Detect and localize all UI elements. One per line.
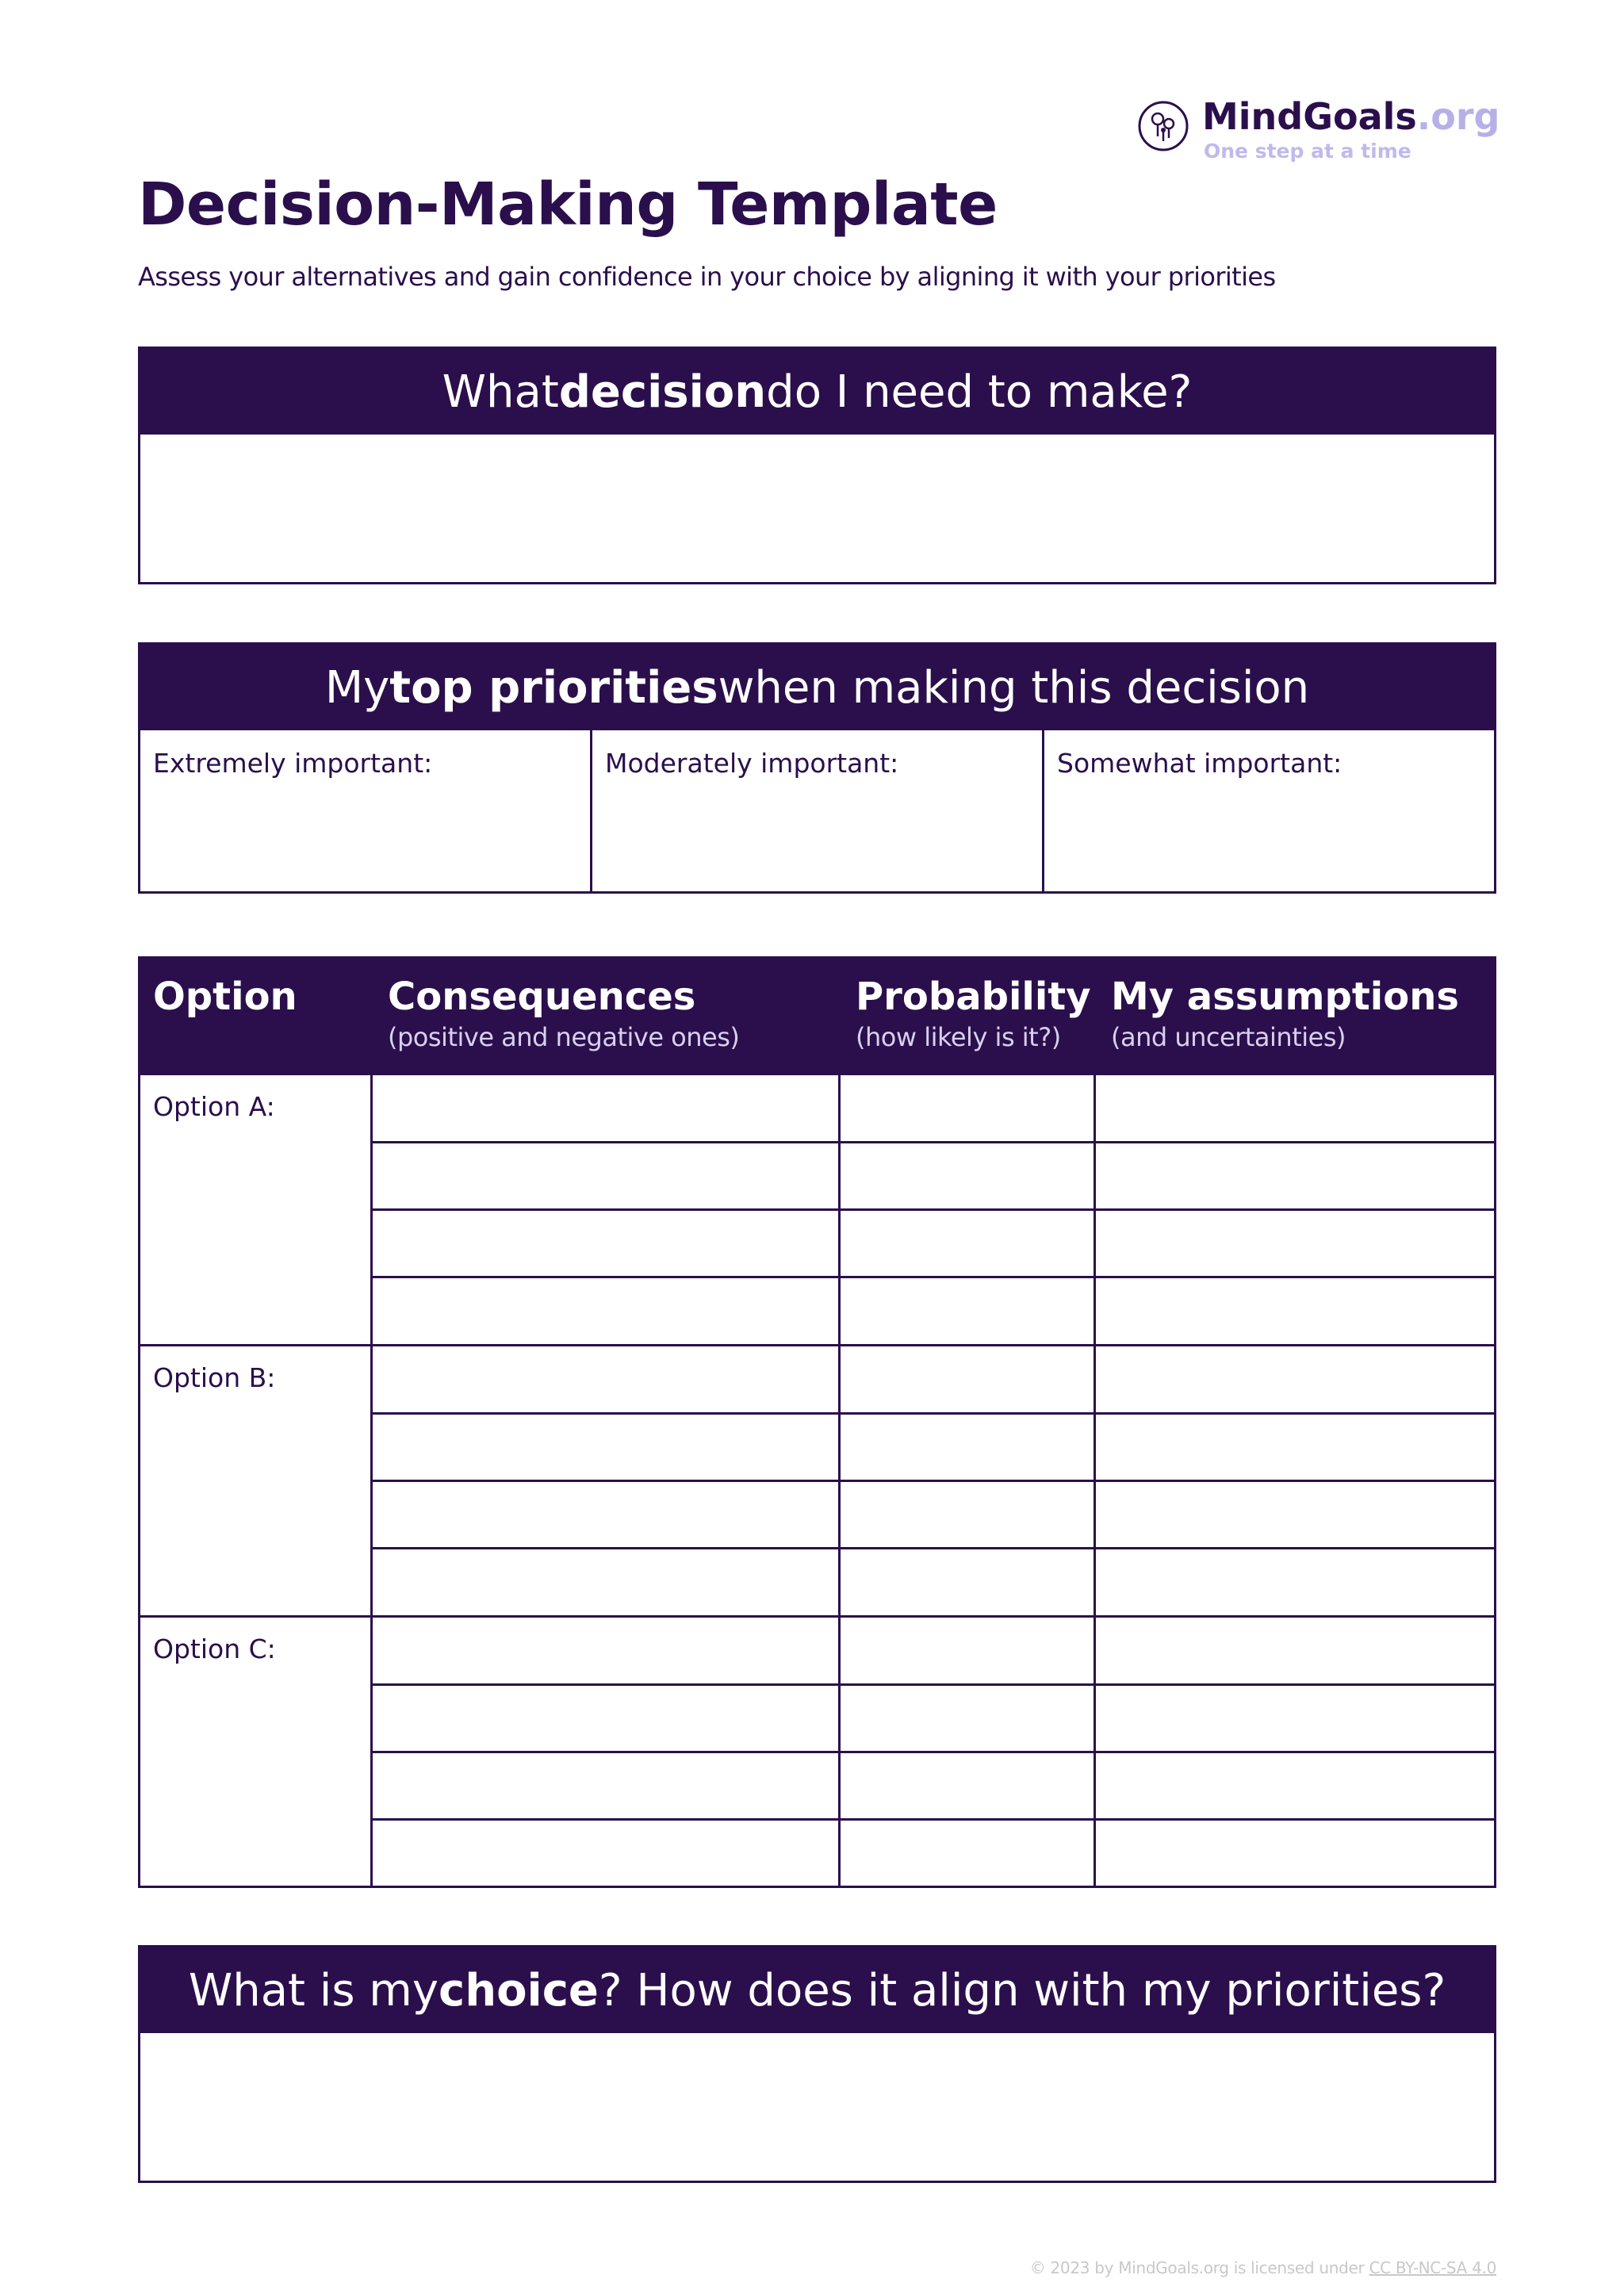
priorities-row xyxy=(140,730,1494,891)
assumption-cell[interactable] xyxy=(1096,1415,1494,1480)
assumption-cell[interactable] xyxy=(1096,1075,1494,1141)
header-assumptions: My assumptions (and uncertainties) xyxy=(1111,975,1459,1052)
table-row xyxy=(373,1278,1494,1344)
assumption-cell[interactable] xyxy=(1096,1278,1494,1344)
consequence-cell[interactable] xyxy=(373,1346,841,1412)
table-row xyxy=(373,1753,1494,1821)
assumption-cell[interactable] xyxy=(1096,1821,1494,1886)
probability-cell[interactable] xyxy=(841,1075,1096,1141)
header-consequences: Consequences (positive and negative ones) xyxy=(388,975,740,1052)
head-lightbulb-icon xyxy=(1137,100,1189,152)
table-row xyxy=(373,1821,1494,1886)
consequence-cell[interactable] xyxy=(373,1753,841,1818)
consequence-cell[interactable] xyxy=(373,1686,841,1751)
brand-name: MindGoals.org xyxy=(1202,95,1500,138)
table-row xyxy=(373,1549,1494,1615)
table-row xyxy=(373,1482,1494,1549)
option-a-block xyxy=(140,1075,1494,1346)
page-subtitle: Assess your alternatives and gain confidence in your choice by aligning it with your priorities xyxy=(138,262,1276,292)
license-footer: © 2023 by MindGoals.org is licensed under CC BY-NC-SA 4.0 xyxy=(1029,2258,1496,2277)
priority-somewhat-important[interactable]: Somewhat important: xyxy=(1057,748,1342,779)
option-b-block xyxy=(140,1346,1494,1618)
table-row xyxy=(373,1618,1494,1686)
probability-cell[interactable] xyxy=(841,1482,1096,1547)
choice-box xyxy=(138,1945,1496,2183)
table-row xyxy=(373,1075,1494,1143)
probability-cell[interactable] xyxy=(841,1686,1096,1751)
table-row xyxy=(373,1211,1494,1278)
priority-moderately-important[interactable]: Moderately important: xyxy=(592,730,1044,891)
priorities-heading: My top priorities when making this decision xyxy=(140,645,1494,730)
probability-cell[interactable] xyxy=(841,1346,1096,1412)
probability-cell[interactable] xyxy=(841,1415,1096,1480)
table-row xyxy=(373,1415,1494,1482)
assumption-cell[interactable] xyxy=(1096,1686,1494,1751)
options-table-body xyxy=(140,1075,1494,1886)
assumption-cell[interactable] xyxy=(1096,1143,1494,1208)
consequence-cell[interactable] xyxy=(373,1482,841,1547)
probability-cell[interactable] xyxy=(841,1549,1096,1615)
license-link[interactable]: CC BY-NC-SA 4.0 xyxy=(1369,2258,1496,2277)
consequence-cell[interactable] xyxy=(373,1211,841,1276)
consequence-cell[interactable] xyxy=(373,1821,841,1886)
options-table xyxy=(138,956,1496,1888)
page-title: Decision-Making Template xyxy=(138,170,998,239)
options-table-header xyxy=(140,959,1494,1075)
consequence-cell[interactable] xyxy=(373,1075,841,1141)
probability-cell[interactable] xyxy=(841,1211,1096,1276)
assumption-cell[interactable] xyxy=(1096,1482,1494,1547)
priority-extremely-important[interactable]: Extremely important: xyxy=(140,730,592,891)
option-c-label: Option C: xyxy=(140,1618,373,1886)
header-probability: Probability (how likely is it?) xyxy=(856,975,1091,1052)
table-row xyxy=(373,1686,1494,1753)
assumption-cell[interactable] xyxy=(1096,1753,1494,1818)
choice-answer-field[interactable] xyxy=(140,2033,1494,2181)
option-b-label: Option B: xyxy=(140,1346,373,1615)
option-c-block xyxy=(140,1618,1494,1886)
decision-box xyxy=(138,347,1496,584)
probability-cell[interactable] xyxy=(841,1618,1096,1683)
header-option: Option xyxy=(153,975,297,1019)
assumption-cell[interactable] xyxy=(1096,1211,1494,1276)
brand-tagline: One step at a time xyxy=(1204,140,1411,163)
consequence-cell[interactable] xyxy=(373,1278,841,1344)
assumption-cell[interactable] xyxy=(1096,1549,1494,1615)
consequence-cell[interactable] xyxy=(373,1415,841,1480)
probability-cell[interactable] xyxy=(841,1821,1096,1886)
assumption-cell[interactable] xyxy=(1096,1618,1494,1683)
table-row xyxy=(373,1143,1494,1211)
priorities-box xyxy=(138,642,1496,894)
decision-answer-field[interactable] xyxy=(140,435,1494,582)
choice-heading: What is my choice ? How does it align with my priorities? xyxy=(140,1947,1494,2033)
probability-cell[interactable] xyxy=(841,1753,1096,1818)
decision-heading: What decision do I need to make? xyxy=(140,349,1494,435)
probability-cell[interactable] xyxy=(841,1143,1096,1208)
consequence-cell[interactable] xyxy=(373,1618,841,1683)
brand-logo xyxy=(1137,95,1502,163)
assumption-cell[interactable] xyxy=(1096,1346,1494,1412)
table-row xyxy=(373,1346,1494,1415)
consequence-cell[interactable] xyxy=(373,1549,841,1615)
probability-cell[interactable] xyxy=(841,1278,1096,1344)
option-a-label: Option A: xyxy=(140,1075,373,1344)
consequence-cell[interactable] xyxy=(373,1143,841,1208)
